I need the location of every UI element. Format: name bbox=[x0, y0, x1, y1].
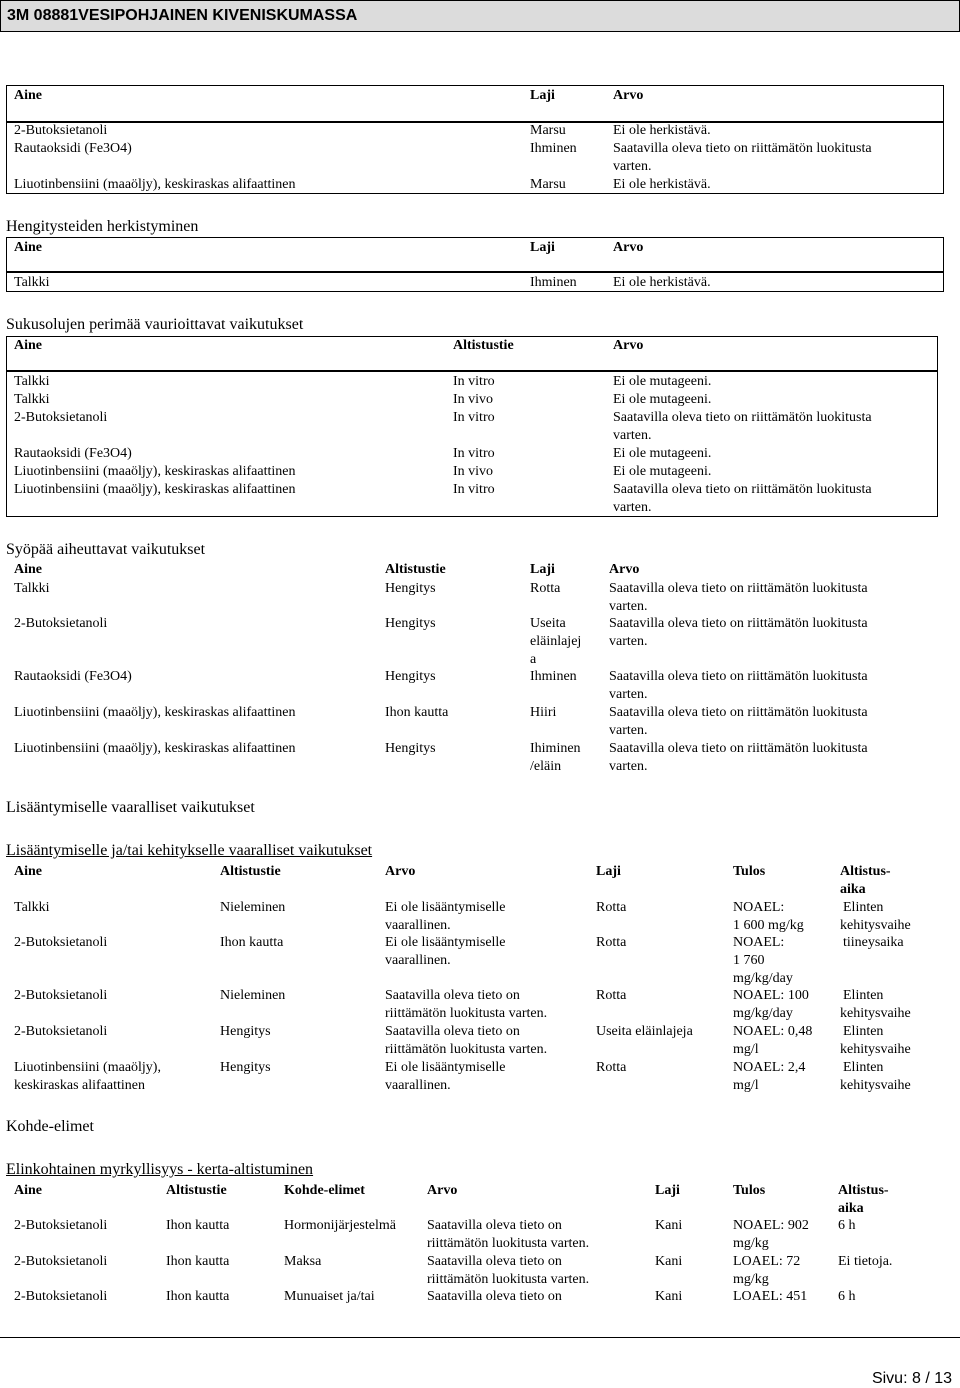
cell-laji: Rotta bbox=[530, 581, 561, 596]
cell-tulos-cont: mg/kg/day bbox=[733, 1006, 793, 1021]
col-altistusaika-cont: aika bbox=[838, 1201, 864, 1216]
cell-aine: Rautaoksidi (Fe3O4) bbox=[14, 141, 132, 156]
cell-altistustie: Hengitys bbox=[385, 669, 436, 684]
cell-aine-cont: keskiraskas alifaattinen bbox=[14, 1078, 146, 1093]
cell-arvo: Saatavilla oleva tieto on riittämätön luokitusta bbox=[609, 669, 868, 684]
cell-arvo: Ei ole herkistävä. bbox=[613, 275, 711, 290]
cell-aine: 2-Butoksietanoli bbox=[14, 935, 108, 950]
cell-altistustie: In vivo bbox=[453, 464, 494, 479]
cell-laji-cont: a bbox=[530, 652, 537, 667]
cell-arvo-cont: varten. bbox=[609, 723, 648, 738]
cell-tulos-cont: mg/l bbox=[733, 1078, 759, 1093]
cell-tulos-cont: 1 760 bbox=[733, 953, 765, 968]
cell-aine: Rautaoksidi (Fe3O4) bbox=[14, 669, 132, 684]
cell-aine: Talkki bbox=[14, 900, 50, 915]
col-tulos: Tulos bbox=[733, 1183, 766, 1198]
cell-aine: 2-Butoksietanoli bbox=[14, 1289, 108, 1304]
cell-arvo: Ei ole lisääntymiselle bbox=[385, 1060, 506, 1075]
cell-altistusaika: Ei tietoja. bbox=[838, 1254, 893, 1269]
col-laji: Laji bbox=[530, 240, 555, 255]
cell-aine: Talkki bbox=[14, 374, 50, 389]
col-altistustie: Altistustie bbox=[453, 338, 514, 353]
cell-altistustie: Hengitys bbox=[385, 616, 436, 631]
cell-tulos: NOAEL: 100 bbox=[733, 988, 809, 1003]
cell-altistustie: In vivo bbox=[453, 392, 494, 407]
cell-kohde-elin: Hormonijärjestelmä bbox=[284, 1218, 396, 1233]
sensitization-table-header bbox=[6, 85, 944, 122]
cell-arvo: Ei ole herkistävä. bbox=[613, 123, 711, 138]
cell-altistustie: Hengitys bbox=[220, 1060, 271, 1075]
cell-aine: 2-Butoksietanoli bbox=[14, 123, 108, 138]
col-arvo: Arvo bbox=[609, 562, 640, 577]
document-header bbox=[0, 0, 960, 32]
cell-arvo-cont: varten. bbox=[613, 500, 652, 515]
col-aine: Aine bbox=[14, 240, 42, 255]
cell-arvo: Saatavilla oleva tieto on riittämätön luokitusta bbox=[609, 705, 868, 720]
col-arvo: Arvo bbox=[613, 240, 644, 255]
col-laji: Laji bbox=[530, 88, 555, 103]
cell-laji: Ihiminen bbox=[530, 741, 581, 756]
section-title-target-organs: Kohde-elimet bbox=[6, 1118, 94, 1135]
cell-altistusaika: 6 h bbox=[838, 1289, 856, 1304]
cell-arvo: Saatavilla oleva tieto on riittämätön luokitusta bbox=[609, 581, 868, 596]
cell-arvo-cont: riittämätön luokitusta varten. bbox=[427, 1272, 590, 1287]
cell-altistusaika: Elinten bbox=[843, 900, 884, 915]
col-altistusaika: Altistus- bbox=[838, 1183, 889, 1198]
col-aine: Aine bbox=[14, 864, 42, 879]
section-title-mutagenicity: Sukusolujen perimää vaurioittavat vaikutukset bbox=[6, 316, 304, 333]
col-laji: Laji bbox=[655, 1183, 680, 1198]
cell-altistusaika-cont: kehitysvaihe bbox=[840, 1078, 911, 1093]
cell-laji: Marsu bbox=[530, 177, 566, 192]
col-aine: Aine bbox=[14, 88, 42, 103]
cell-laji: Useita eläinlajeja bbox=[596, 1024, 693, 1039]
cell-laji: Hiiri bbox=[530, 705, 557, 720]
cell-aine: Liuotinbensiini (maaöljy), keskiraskas alifaattinen bbox=[14, 482, 296, 497]
cell-altistustie: In vitro bbox=[453, 410, 495, 425]
cell-arvo: Saatavilla oleva tieto on riittämätön luokitusta bbox=[613, 410, 872, 425]
cell-arvo-cont: vaarallinen. bbox=[385, 953, 451, 968]
cell-altistustie: Ihon kautta bbox=[166, 1289, 230, 1304]
cell-altistusaika: Elinten bbox=[843, 1060, 884, 1075]
cell-laji: Rotta bbox=[596, 900, 627, 915]
cell-altistustie: Ihon kautta bbox=[220, 935, 284, 950]
cell-kohde-elin: Munuaiset ja/tai bbox=[284, 1289, 375, 1304]
cell-aine: Liuotinbensiini (maaöljy), keskiraskas alifaattinen bbox=[14, 705, 296, 720]
cell-altistusaika: tiineysaika bbox=[843, 935, 904, 950]
cell-aine: 2-Butoksietanoli bbox=[14, 410, 108, 425]
section-title-carcinogenicity: Syöpää aiheuttavat vaikutukset bbox=[6, 541, 206, 558]
cell-tulos-cont: mg/kg bbox=[733, 1236, 769, 1251]
cell-arvo-cont: riittämätön luokitusta varten. bbox=[385, 1006, 548, 1021]
cell-altistustie: Ihon kautta bbox=[166, 1218, 230, 1233]
cell-altistusaika-cont: kehitysvaihe bbox=[840, 1042, 911, 1057]
section-subtitle-reproductive: Lisääntymiselle ja/tai kehitykselle vaaralliset vaikutukset bbox=[6, 842, 373, 859]
cell-laji: Kani bbox=[655, 1218, 683, 1233]
cell-arvo: Ei ole herkistävä. bbox=[613, 177, 711, 192]
product-title: 3M 08881VESIPOHJAINEN KIVENISKUMASSA bbox=[7, 7, 358, 24]
cell-laji: Kani bbox=[655, 1254, 683, 1269]
cell-laji: Useita bbox=[530, 616, 566, 631]
cell-laji: Marsu bbox=[530, 123, 566, 138]
cell-arvo: Saatavilla oleva tieto on bbox=[427, 1289, 562, 1304]
cell-arvo-cont: varten. bbox=[609, 687, 648, 702]
cell-arvo-cont: varten. bbox=[609, 759, 648, 774]
cell-altistustie: Hengitys bbox=[220, 1024, 271, 1039]
cell-tulos: NOAEL: 0,48 bbox=[733, 1024, 813, 1039]
cell-altistusaika: Elinten bbox=[843, 1024, 884, 1039]
cell-arvo-cont: vaarallinen. bbox=[385, 1078, 451, 1093]
col-arvo: Arvo bbox=[385, 864, 416, 879]
col-aine: Aine bbox=[14, 338, 42, 353]
cell-arvo-cont: varten. bbox=[613, 428, 652, 443]
cell-arvo-cont: varten. bbox=[613, 159, 652, 174]
cell-tulos-cont: mg/l bbox=[733, 1042, 759, 1057]
cell-arvo: Ei ole lisääntymiselle bbox=[385, 935, 506, 950]
cell-arvo: Saatavilla oleva tieto on bbox=[427, 1218, 562, 1233]
col-altistusaika-cont: aika bbox=[840, 882, 866, 897]
col-altistusaika: Altistus- bbox=[840, 864, 891, 879]
section-subtitle-target-organs: Elinkohtainen myrkyllisyys - kerta-altistuminen bbox=[6, 1161, 314, 1178]
col-altistustie: Altistustie bbox=[166, 1183, 227, 1198]
cell-laji: Kani bbox=[655, 1289, 683, 1304]
col-aine: Aine bbox=[14, 562, 42, 577]
cell-tulos-cont: mg/kg/day bbox=[733, 971, 793, 986]
cell-altistusaika-cont: kehitysvaihe bbox=[840, 918, 911, 933]
col-altistustie: Altistustie bbox=[220, 864, 281, 879]
cell-aine: Liuotinbensiini (maaöljy), keskiraskas alifaattinen bbox=[14, 741, 296, 756]
cell-tulos: NOAEL: bbox=[733, 935, 785, 950]
cell-tulos-cont: mg/kg bbox=[733, 1272, 769, 1287]
col-tulos: Tulos bbox=[733, 864, 766, 879]
cell-arvo: Ei ole mutageeni. bbox=[613, 374, 712, 389]
cell-altistusaika: 6 h bbox=[838, 1218, 856, 1233]
cell-aine: Talkki bbox=[14, 275, 50, 290]
cell-aine: 2-Butoksietanoli bbox=[14, 1254, 108, 1269]
cell-altistustie: In vitro bbox=[453, 482, 495, 497]
cell-tulos-cont: 1 600 mg/kg bbox=[733, 918, 804, 933]
col-arvo: Arvo bbox=[613, 88, 644, 103]
cell-aine: Liuotinbensiini (maaöljy), keskiraskas alifaattinen bbox=[14, 177, 296, 192]
cell-laji: Ihminen bbox=[530, 141, 577, 156]
respiratory-table-body bbox=[6, 272, 944, 292]
cell-aine: Talkki bbox=[14, 581, 50, 596]
cell-arvo: Saatavilla oleva tieto on riittämätön luokitusta bbox=[613, 141, 872, 156]
cell-aine: 2-Butoksietanoli bbox=[14, 616, 108, 631]
col-laji: Laji bbox=[596, 864, 621, 879]
cell-altistustie: Ihon kautta bbox=[385, 705, 449, 720]
cell-altistusaika-cont: kehitysvaihe bbox=[840, 1006, 911, 1021]
cell-arvo: Ei ole mutageeni. bbox=[613, 392, 712, 407]
cell-laji-cont: eläinlajej bbox=[530, 634, 582, 649]
cell-laji: Ihminen bbox=[530, 669, 577, 684]
cell-laji: Rotta bbox=[596, 988, 627, 1003]
col-arvo: Arvo bbox=[613, 338, 644, 353]
cell-kohde-elin: Maksa bbox=[284, 1254, 322, 1269]
cell-aine: Rautaoksidi (Fe3O4) bbox=[14, 446, 132, 461]
cell-arvo-cont: riittämätön luokitusta varten. bbox=[385, 1042, 548, 1057]
cell-altistustie: Hengitys bbox=[385, 741, 436, 756]
col-kohde-elimet: Kohde-elimet bbox=[284, 1183, 365, 1198]
cell-altistusaika: Elinten bbox=[843, 988, 884, 1003]
cell-laji: Ihminen bbox=[530, 275, 577, 290]
cell-laji: Rotta bbox=[596, 1060, 627, 1075]
cell-aine: Talkki bbox=[14, 392, 50, 407]
col-altistustie: Altistustie bbox=[385, 562, 446, 577]
cell-tulos: NOAEL: 902 bbox=[733, 1218, 809, 1233]
cell-arvo: Ei ole mutageeni. bbox=[613, 464, 712, 479]
cell-altistustie: In vitro bbox=[453, 374, 495, 389]
cell-tulos: LOAEL: 72 bbox=[733, 1254, 801, 1269]
cell-arvo: Saatavilla oleva tieto on bbox=[427, 1254, 562, 1269]
cell-aine: Liuotinbensiini (maaöljy), bbox=[14, 1060, 161, 1075]
respiratory-table-header bbox=[6, 237, 944, 272]
cell-altistustie: Hengitys bbox=[385, 581, 436, 596]
cell-altistustie: Nieleminen bbox=[220, 900, 286, 915]
cell-arvo: Saatavilla oleva tieto on bbox=[385, 988, 520, 1003]
cell-aine: 2-Butoksietanoli bbox=[14, 1218, 108, 1233]
cell-arvo-cont: varten. bbox=[609, 634, 648, 649]
section-title-respiratory: Hengitysteiden herkistyminen bbox=[6, 218, 199, 235]
cell-arvo: Ei ole mutageeni. bbox=[613, 446, 712, 461]
cell-arvo: Saatavilla oleva tieto on riittämätön luokitusta bbox=[609, 616, 868, 631]
cell-tulos: NOAEL: bbox=[733, 900, 785, 915]
cell-tulos: LOAEL: 451 bbox=[733, 1289, 808, 1304]
page-number: Sivu: 8 / 13 bbox=[871, 1370, 952, 1387]
cell-laji: Rotta bbox=[596, 935, 627, 950]
cell-arvo-cont: riittämätön luokitusta varten. bbox=[427, 1236, 590, 1251]
col-arvo: Arvo bbox=[427, 1183, 458, 1198]
cell-laji-cont: /eläin bbox=[530, 759, 562, 774]
cell-arvo-cont: vaarallinen. bbox=[385, 918, 451, 933]
cell-altistustie: In vitro bbox=[453, 446, 495, 461]
col-laji: Laji bbox=[530, 562, 555, 577]
col-aine: Aine bbox=[14, 1183, 42, 1198]
cell-tulos: NOAEL: 2,4 bbox=[733, 1060, 806, 1075]
cell-aine: Liuotinbensiini (maaöljy), keskiraskas alifaattinen bbox=[14, 464, 296, 479]
cell-altistustie: Nieleminen bbox=[220, 988, 286, 1003]
cell-arvo: Saatavilla oleva tieto on bbox=[385, 1024, 520, 1039]
cell-aine: 2-Butoksietanoli bbox=[14, 1024, 108, 1039]
footer-divider bbox=[0, 1337, 960, 1338]
cell-arvo: Saatavilla oleva tieto on riittämätön luokitusta bbox=[609, 741, 868, 756]
cell-aine: 2-Butoksietanoli bbox=[14, 988, 108, 1003]
cell-arvo-cont: varten. bbox=[609, 599, 648, 614]
section-title-reproductive: Lisääntymiselle vaaralliset vaikutukset bbox=[6, 799, 255, 816]
cell-arvo: Ei ole lisääntymiselle bbox=[385, 900, 506, 915]
cell-arvo: Saatavilla oleva tieto on riittämätön luokitusta bbox=[613, 482, 872, 497]
cell-altistustie: Ihon kautta bbox=[166, 1254, 230, 1269]
